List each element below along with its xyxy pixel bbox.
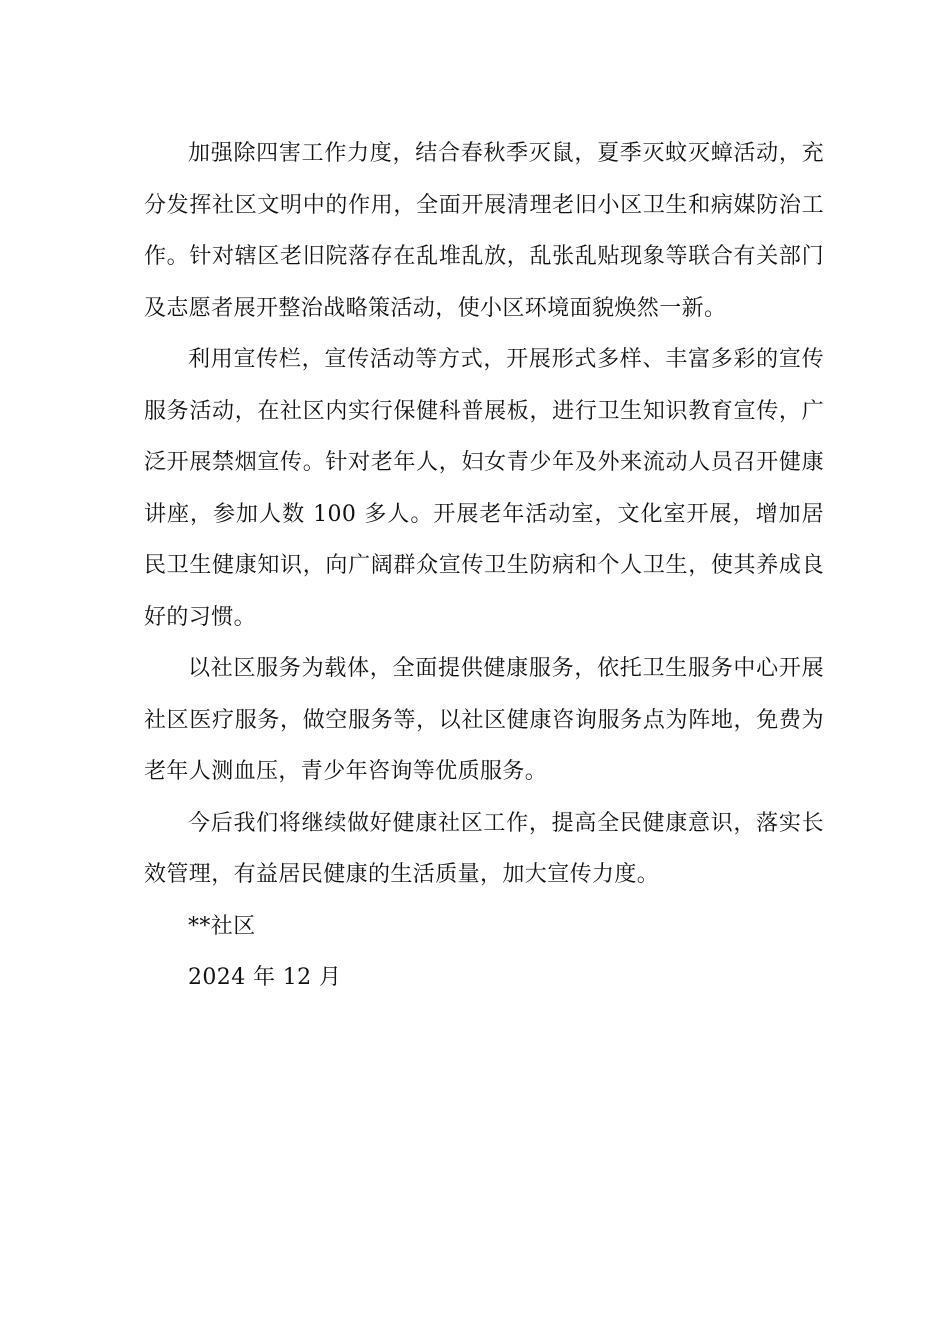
paragraph-future-plans: 今后我们将继续做好健康社区工作，提高全民健康意识，落实长效管理，有益居民健康的生活质量，加大宣传力度。	[144, 810, 824, 887]
signature: **社区	[188, 913, 256, 939]
paragraph-health-services: 以社区服务为载体，全面提供健康服务，依托卫生服务中心开展社区医疗服务，做空服务等，以社区健康咨询服务点为阵地，免费为老年人测血压，青少年咨询等优质服务。	[144, 656, 824, 784]
paragraph-pest-control: 加强除四害工作力度，结合春秋季灭鼠，夏季灭蚊灭蟑活动，充分发挥社区文明中的作用，全面开展清理老旧小区卫生和病媒防治工作。针对辖区老旧院落存在乱堆乱放，乱张乱贴现象等联合有关部门及志愿者展开整治战略策活动，使小区环境面貌焕然一新。	[144, 141, 824, 321]
document-body	[144, 128, 824, 1004]
document-date: 2024 年 12 月	[188, 965, 342, 990]
paragraph-health-publicity: 利用宣传栏，宣传活动等方式，开展形式多样、丰富多彩的宣传服务活动，在社区内实行保健科普展板，进行卫生知识教育宣传，广泛开展禁烟宣传。针对老年人，妇女青少年及外来流动人员召开健康讲座，参加人数 100 多人。开展老年活动室，文化室开展，增加居民卫生健康知识，向广阔群众宣传卫生防病和个人卫生，使其养成良好的习惯。	[144, 347, 824, 630]
